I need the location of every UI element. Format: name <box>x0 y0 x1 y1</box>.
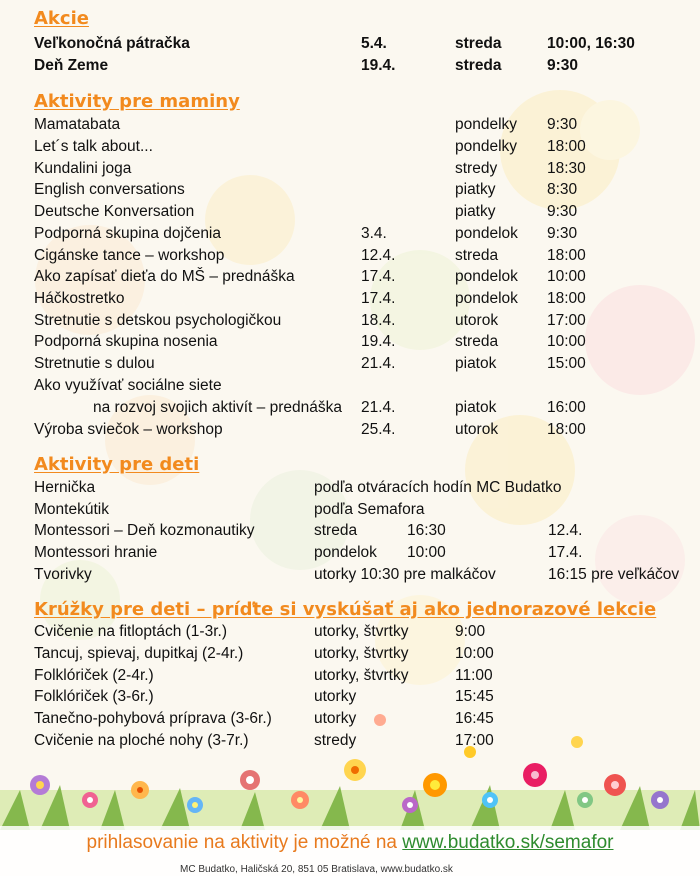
table-row <box>0 116 700 138</box>
activity-name: Výroba sviečok – workshop <box>34 421 223 438</box>
activity-name: Hernička <box>34 479 96 496</box>
course-time: 10:00 <box>455 645 494 662</box>
table-row <box>0 399 700 421</box>
table-row <box>0 566 700 588</box>
course-time: 15:45 <box>455 688 494 705</box>
activity-name: na rozvoj svojich aktivít – prednáška <box>93 399 342 416</box>
course-name: Tancuj, spievaj, dupitkaj (2-4r.) <box>34 645 244 662</box>
event-name: Deň Zeme <box>34 57 109 74</box>
table-row <box>0 732 700 754</box>
table-row <box>0 57 700 79</box>
activity-name: English conversations <box>34 181 185 198</box>
activity-time: 10:00 <box>547 333 586 350</box>
activity-time: 8:30 <box>547 181 578 198</box>
activity-name: Montessori – Deň kozmonautiky <box>34 522 255 539</box>
event-day: streda <box>455 35 502 52</box>
course-days: utorky <box>314 710 357 727</box>
activity-time: 10:00 <box>547 268 586 285</box>
course-name: Tanečno-pohybová príprava (3-6r.) <box>34 710 272 727</box>
activity-name: Podporná skupina dojčenia <box>34 225 221 242</box>
activity-name: Podporná skupina nosenia <box>34 333 218 350</box>
activity-time: 18:00 <box>547 290 586 307</box>
event-date: 5.4. <box>361 35 387 52</box>
table-row <box>0 645 700 667</box>
activity-time: 16:00 <box>547 399 586 416</box>
activity-name: Montekútik <box>34 501 109 518</box>
table-row <box>0 501 700 523</box>
section-title-akcie: Akcie <box>34 8 89 29</box>
activity-name: Stretnutie s dulou <box>34 355 155 372</box>
table-row <box>0 138 700 160</box>
table-row <box>0 544 700 566</box>
activity-date: 18.4. <box>361 312 396 329</box>
address-line: MC Budatko, Haličská 20, 851 05 Bratislava, www.budatko.sk <box>180 864 453 875</box>
event-day: streda <box>455 57 502 74</box>
activity-time: 16:30 <box>407 522 446 539</box>
event-time: 10:00, 16:30 <box>547 35 635 52</box>
registration-link[interactable]: www.budatko.sk/semafor <box>402 832 614 853</box>
activity-time: 18:30 <box>547 160 586 177</box>
table-row <box>0 623 700 645</box>
activity-day: streda <box>314 522 358 539</box>
activity-detail: podľa Semafora <box>314 501 425 518</box>
course-days: utorky <box>314 688 357 705</box>
activity-name: Cigánske tance – workshop <box>34 247 225 264</box>
activity-date: 21.4. <box>361 399 396 416</box>
activity-day: piatky <box>455 181 496 198</box>
activity-date: 12.4. <box>361 247 396 264</box>
activity-day: pondelky <box>455 138 518 155</box>
activity-day: pondelok <box>455 290 518 307</box>
course-days: stredy <box>314 732 357 749</box>
activity-name: Let´s talk about... <box>34 138 153 155</box>
activity-name: Mamatabata <box>34 116 121 133</box>
table-row <box>0 688 700 710</box>
table-row <box>0 667 700 689</box>
table-row <box>0 421 700 443</box>
activity-detail: podľa otváracích hodín MC Budatko <box>314 479 562 496</box>
activity-date: 21.4. <box>361 355 396 372</box>
activity-time: 17:00 <box>547 312 586 329</box>
section-title-kruzky: Krúžky pre deti – príďte si vyskúšať aj ako jednorazové lekcie <box>34 599 657 620</box>
activity-name: Montessori hranie <box>34 544 158 561</box>
activity-day: piatky <box>455 203 496 220</box>
activity-day: piatok <box>455 355 497 372</box>
activity-name: Ako využívať sociálne siete <box>34 377 222 394</box>
activity-day: pondelky <box>455 116 518 133</box>
course-days: utorky, štvrtky <box>314 645 409 662</box>
activity-time: 15:00 <box>547 355 586 372</box>
activity-day: pondelok <box>455 268 518 285</box>
activity-day: piatok <box>455 399 497 416</box>
section-title-deti: Aktivity pre deti <box>34 454 200 475</box>
activity-name: Deutsche Konversation <box>34 203 195 220</box>
activity-name: Stretnutie s detskou psychologičkou <box>34 312 282 329</box>
activity-day: streda <box>455 247 499 264</box>
activity-date: 19.4. <box>361 333 396 350</box>
event-date: 19.4. <box>361 57 396 74</box>
activity-date: 17.4. <box>548 544 583 561</box>
course-time: 11:00 <box>455 667 493 684</box>
table-row <box>0 225 700 247</box>
event-name: Veľkonočná pátračka <box>34 35 190 52</box>
activity-day: utorok <box>455 421 499 438</box>
activity-time: 10:00 <box>407 544 446 561</box>
table-row <box>0 35 700 57</box>
activity-time: 18:00 <box>547 421 586 438</box>
activity-time: 9:30 <box>547 203 578 220</box>
course-time: 17:00 <box>455 732 494 749</box>
course-name: Folklóriček (3-6r.) <box>34 688 154 705</box>
table-row <box>0 710 700 732</box>
table-row <box>0 377 700 399</box>
course-name: Cvičenie na ploché nohy (3-7r.) <box>34 732 249 749</box>
table-row <box>0 181 700 203</box>
table-row <box>0 290 700 312</box>
course-time: 9:00 <box>455 623 486 640</box>
activity-time: 9:30 <box>547 116 578 133</box>
activity-date: 17.4. <box>361 268 396 285</box>
activity-date: 17.4. <box>361 290 396 307</box>
activity-day: stredy <box>455 160 498 177</box>
table-row <box>0 268 700 290</box>
table-row <box>0 355 700 377</box>
activity-date: 12.4. <box>548 522 583 539</box>
course-days: utorky, štvrtky <box>314 667 409 684</box>
activity-day: streda <box>455 333 499 350</box>
activity-date: 25.4. <box>361 421 396 438</box>
activity-day: pondelok <box>455 225 518 242</box>
activity-day: pondelok <box>314 544 377 561</box>
registration-text: prihlasovanie na aktivity je možné na <box>86 832 403 853</box>
table-row <box>0 333 700 355</box>
activity-detail-2: 16:15 pre veľkáčov <box>548 566 680 583</box>
event-time: 9:30 <box>547 57 579 74</box>
activity-date: 3.4. <box>361 225 387 242</box>
course-time: 16:45 <box>455 710 494 727</box>
activity-time: 18:00 <box>547 138 586 155</box>
activity-name: Ako zapísať dieťa do MŠ – prednáška <box>34 268 295 285</box>
activity-name: Kundalini joga <box>34 160 132 177</box>
course-days: utorky, štvrtky <box>314 623 409 640</box>
table-row <box>0 247 700 269</box>
section-title-maminy: Aktivity pre maminy <box>34 91 240 112</box>
course-name: Folklóriček (2-4r.) <box>34 667 154 684</box>
table-row <box>0 479 700 501</box>
table-row <box>0 312 700 334</box>
activity-day: utorok <box>455 312 499 329</box>
table-row <box>0 203 700 225</box>
table-row <box>0 522 700 544</box>
activity-detail: utorky 10:30 pre malkáčov <box>314 566 496 583</box>
table-row <box>0 160 700 182</box>
activity-name: Háčkostretko <box>34 290 125 307</box>
activity-time: 9:30 <box>547 225 578 242</box>
activity-name: Tvorivky <box>34 566 92 583</box>
registration-note <box>0 832 700 854</box>
course-name: Cvičenie na fitloptách (1-3r.) <box>34 623 227 640</box>
activity-time: 18:00 <box>547 247 586 264</box>
